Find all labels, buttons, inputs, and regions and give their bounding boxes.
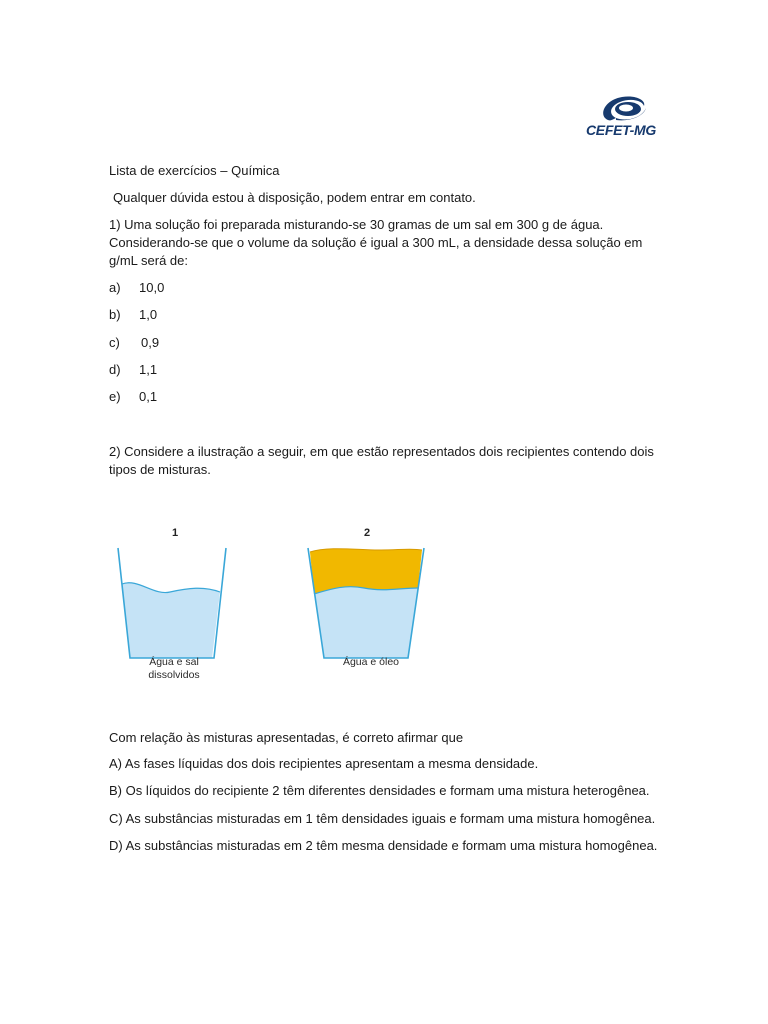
q1-option-e [109,388,157,406]
option-letter: b) [109,307,121,322]
q2-line-1: 2) Considere a ilustração a seguir, em que estão representados dois recipientes contendo dois [109,444,654,459]
q1-line-3: g/mL será de: [109,253,189,268]
q2-answer-a: A) As fases líquidas dos dois recipientes apresentam a mesma densidade. [109,756,539,771]
cup-2-number: 2 [364,527,371,539]
cup-1-caption-line-1: Água e sal [149,656,199,668]
containers-illustration [108,542,438,662]
q2-answer-c: C) As substâncias misturadas em 1 têm densidades iguais e formam uma mistura homogênea. [109,811,656,826]
q2-answer-b: B) Os líquidos do recipiente 2 têm diferentes densidades e formam uma mistura heterogênea. [109,783,650,798]
cup-2-caption [328,656,414,669]
cup-2-oil [310,549,422,594]
option-value: 1,0 [139,307,158,322]
cup-1-caption [132,656,216,682]
cefet-mg-logo [586,94,664,142]
q1-line-1: 1) Uma solução foi preparada misturando-se 30 gramas de um sal em 300 g de água. [109,217,604,232]
q2-stem: Com relação às misturas apresentadas, é correto afirmar que [109,730,464,745]
cup-2-caption-line-1: Água e óleo [342,656,400,668]
q1-option-c [109,334,159,352]
option-letter: c) [109,335,120,350]
cup-1-number: 1 [172,527,179,539]
q1-option-a [109,279,164,297]
q2-answer-d: D) As substâncias misturadas em 2 têm mesma densidade e formam uma mistura homogênea. [109,838,658,853]
option-value: 10,0 [139,280,165,295]
option-value: 0,9 [141,335,160,350]
cup-1-caption-line-2: dissolvidos [148,669,200,681]
option-value: 1,1 [139,362,158,377]
cup-2-water [314,587,418,658]
cup-1-water [122,583,220,658]
q1-option-b [109,306,157,324]
option-letter: a) [109,280,121,295]
intro-text: Qualquer dúvida estou à disposição, podem entrar em contato. [113,190,476,205]
logo-text: CEFET-MG [586,122,656,138]
option-letter: d) [109,362,121,377]
option-letter: e) [109,389,121,404]
q1-line-2: Considerando-se que o volume da solução é igual a 300 mL, a densidade dessa solução em [109,235,643,250]
document-title: Lista de exercícios – Química [109,163,280,178]
mixtures-figure [108,524,438,689]
q2-line-2: tipos de misturas. [109,462,211,477]
cefet-mg-swoosh-icon [586,94,664,124]
option-value: 0,1 [139,389,158,404]
q1-option-d [109,361,157,379]
